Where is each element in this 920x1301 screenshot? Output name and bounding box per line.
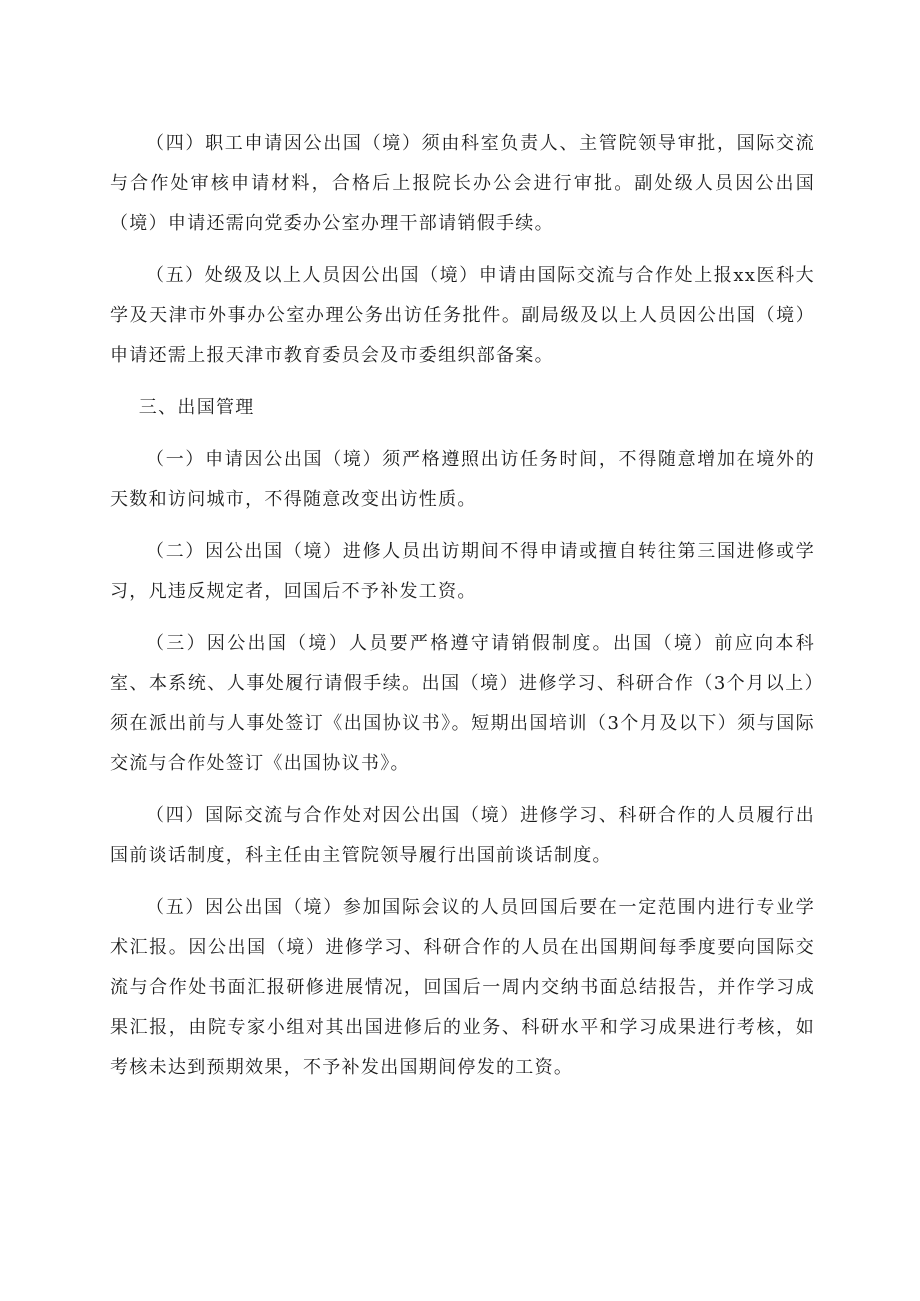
paragraph-management-1: （一）申请因公出国（境）须严格遵照出访任务时间，不得随意增加在境外的天数和访问城市，不得随意改变出访性质。 [110, 449, 815, 510]
paragraph-management-2: （二）因公出国（境）进修人员出访期间不得申请或擅自转往第三国进修或学习，凡违反规定者，回国后不予补发工资。 [110, 541, 815, 602]
paragraph-approval-senior: （五）处级及以上人员因公出国（境）申请由国际交流与合作处上报xx医科大学及天津市外事办公室办理公务出访任务批件。副局级及以上人员因公出国（境）申请还需上报天津市教育委员会及市委组织部备案。 [110, 265, 815, 366]
paragraph-management-3: （三）因公出国（境）人员要严格遵守请销假制度。出国（境）前应向本科室、本系统、人事处履行请假手续。出国（境）进修学习、科研合作（3个月以上）须在派出前与人事处签订《出国协议书》。短期出国培训（3个月及以下）须与国际交流与合作处签订《出国协议书》。 [110, 633, 815, 774]
section-heading-management: 三、出国管理 [138, 397, 255, 418]
paragraph-management-4: （四）国际交流与合作处对因公出国（境）进修学习、科研合作的人员履行出国前谈话制度，科主任由主管院领导履行出国前谈话制度。 [110, 805, 815, 866]
document-page [110, 124, 815, 1100]
paragraph-approval-staff: （四）职工申请因公出国（境）须由科室负责人、主管院领导审批，国际交流与合作处审核申请材料，合格后上报院长办公会进行审批。副处级人员因公出国（境）申请还需向党委办公室办理干部请销假手续。 [110, 133, 815, 234]
paragraph-management-5: （五）因公出国（境）参加国际会议的人员回国后要在一定范围内进行专业学术汇报。因公出国（境）进修学习、科研合作的人员在出国期间每季度要向国际交流与合作处书面汇报研修进展情况，回国后一周内交纳书面总结报告，并作学习成果汇报，由院专家小组对其出国进修后的业务、科研水平和学习成果进行考核，如考核未达到预期效果，不予补发出国期间停发的工资。 [110, 897, 815, 1078]
